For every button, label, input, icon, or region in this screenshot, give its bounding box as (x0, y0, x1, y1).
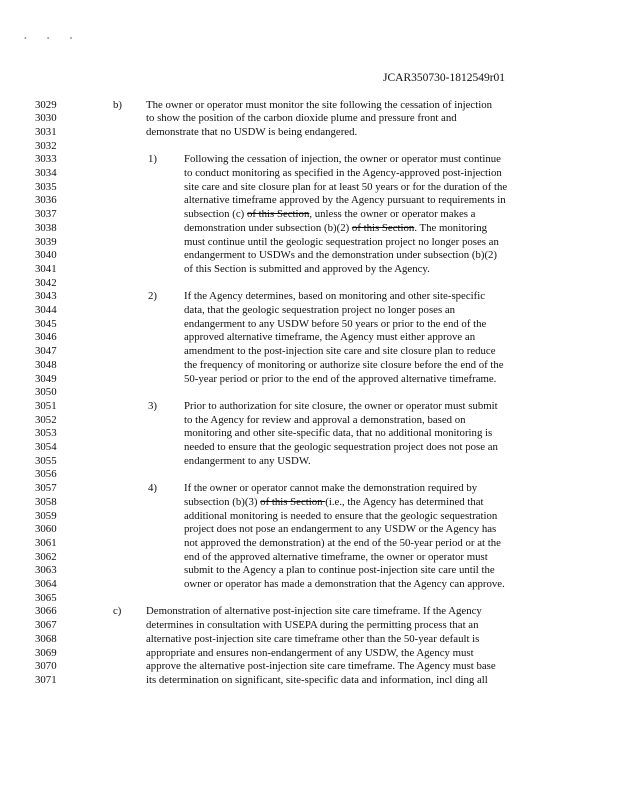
text-run: monitoring and other site-specific data, that no additional monitoring is (184, 427, 493, 440)
document-line (0, 647, 618, 660)
struck-text: of this Section (246, 208, 310, 221)
line-number: 3048 (35, 358, 57, 371)
line-number: 3039 (35, 235, 57, 248)
line-text (184, 208, 475, 221)
document-line (0, 455, 618, 468)
line-number: 3067 (35, 619, 57, 632)
line-text (184, 263, 430, 276)
line-text (184, 482, 477, 495)
subsection-label: 1) (148, 153, 157, 166)
text-run: subsection (b)(3) (184, 495, 261, 508)
text-run: Following the cessation of injection, the owner or operator must continue (184, 153, 501, 166)
line-text (184, 373, 496, 386)
line-number: 3064 (35, 578, 57, 590)
line-number: 3049 (35, 372, 57, 385)
line-number: 3055 (35, 454, 57, 467)
subsection-label: 2) (148, 290, 157, 303)
document-line (0, 578, 618, 591)
line-text (184, 510, 497, 523)
text-run: appropriate and ensures non-endangerment of any USDW, the Agency must (146, 646, 474, 659)
document-line (0, 222, 618, 235)
text-run: , unless the owner or operator makes a (309, 208, 476, 221)
line-number: 3047 (35, 345, 57, 358)
line-number: 3045 (35, 317, 57, 330)
line-text (184, 304, 455, 317)
text-run: endangerment to any USDW. (184, 454, 311, 467)
line-number: 3040 (35, 249, 57, 262)
subsection-label: 4) (148, 482, 157, 495)
text-run: alternative timeframe approved by the Agency pursuant to requirements in (184, 194, 506, 207)
text-run: not approved the demonstration) at the end of the 50-year period or at the (184, 536, 501, 549)
line-text (146, 674, 488, 687)
document-line (0, 181, 618, 194)
line-text (184, 167, 502, 180)
text-run: end of the approved alternative timeframe, the owner or operator must (184, 550, 488, 563)
document-line (0, 167, 618, 180)
line-number: 3065 (35, 591, 57, 604)
line-number: 3038 (35, 221, 57, 234)
line-text (146, 126, 357, 139)
line-number: 3030 (35, 112, 57, 125)
line-number: 3060 (35, 523, 57, 536)
text-run: to the Agency for review and approval a demonstration, based on (184, 413, 466, 426)
document-line (0, 564, 618, 577)
text-run: alternative post-injection site care timeframe other than the 50-year default is (146, 632, 480, 645)
document-line (0, 263, 618, 276)
document-line (0, 249, 618, 262)
document-line (0, 290, 618, 303)
document-line (0, 633, 618, 646)
subsection-label: b) (113, 98, 122, 111)
line-text (146, 112, 457, 125)
document-line (0, 112, 618, 125)
document-line (0, 468, 618, 481)
line-number: 3053 (35, 427, 57, 440)
subsection-label: c) (113, 605, 122, 618)
line-text (146, 99, 492, 112)
document-line (0, 373, 618, 386)
document-line (0, 277, 618, 290)
line-number: 3062 (35, 550, 57, 563)
text-run: to conduct monitoring as specified in the Agency-approved post-injection (184, 167, 502, 179)
line-text (146, 660, 496, 673)
line-number: 3068 (35, 632, 57, 645)
line-number: 3029 (35, 98, 57, 111)
line-number: 3070 (35, 660, 57, 673)
text-run: 50-year period or prior to the end of the approved alternative timeframe. (184, 372, 497, 385)
text-run: demonstration under subsection (b)(2) (184, 221, 352, 234)
line-number: 3032 (35, 139, 57, 152)
text-run: project does not pose an endangerment to any USDW or the Agency has (184, 523, 497, 536)
line-text (146, 633, 479, 646)
line-number: 3035 (35, 180, 57, 193)
text-run: endangerment to any USDW before 50 years or prior to the end of the (184, 317, 487, 330)
text-run: . The monitoring (414, 221, 487, 234)
line-number: 3052 (35, 413, 57, 426)
text-run: If the Agency determines, based on monitoring and other site-specific (184, 290, 486, 303)
struck-text: of this Section (351, 221, 415, 234)
line-text (184, 153, 501, 166)
line-text (184, 236, 499, 249)
document-line (0, 496, 618, 509)
document-line (0, 427, 618, 440)
text-run: (i.e., the Agency has determined that (325, 495, 484, 508)
line-number: 3061 (35, 536, 57, 549)
text-run: to show the position of the carbon dioxide plume and pressure front and (146, 112, 457, 125)
line-text (184, 194, 506, 207)
line-number: 3031 (35, 125, 57, 138)
document-line (0, 400, 618, 413)
text-run: subsection (c) (184, 208, 247, 221)
line-number: 3066 (35, 605, 57, 618)
line-number: 3058 (35, 495, 57, 508)
text-run: endangerment to USDWs and the demonstration under subsection (b)(2) (184, 249, 498, 262)
document-line (0, 386, 618, 399)
document-line (0, 318, 618, 331)
text-run: of this Section is submitted and approved by the Agency. (184, 262, 430, 275)
line-text (184, 578, 505, 591)
line-number: 3044 (35, 304, 57, 316)
document-line (0, 99, 618, 112)
text-run: If the owner or operator cannot make the demonstration required by (184, 482, 478, 495)
document-line (0, 592, 618, 605)
text-run: site care and site closure plan for at least 50 years or for the duration of the (184, 180, 508, 193)
scan-marks: • • • (24, 34, 82, 43)
document-line (0, 510, 618, 523)
line-text (184, 400, 498, 413)
document-line (0, 605, 618, 618)
line-number: 3041 (35, 262, 57, 275)
line-text (184, 359, 504, 372)
document-line (0, 619, 618, 632)
line-text (146, 647, 474, 660)
document-line (0, 140, 618, 153)
document-line (0, 414, 618, 427)
text-run: Prior to authorization for site closure, the owner or operator must submit (184, 399, 498, 412)
line-text (184, 427, 492, 440)
line-text (184, 551, 488, 564)
document-line (0, 482, 618, 495)
document-line (0, 194, 618, 207)
text-run: owner or operator has made a demonstration that the Agency can approve. (184, 578, 505, 590)
line-number: 3046 (35, 331, 57, 344)
text-run: its determination on significant, site-specific data and information, incl ding all (146, 673, 488, 686)
line-number: 3033 (35, 153, 57, 166)
line-number: 3036 (35, 194, 57, 207)
document-line (0, 345, 618, 358)
line-text (184, 537, 501, 550)
line-number: 3063 (35, 564, 57, 577)
text-run: Demonstration of alternative post-injection site care timeframe. If the Agency (146, 605, 482, 618)
line-text (184, 455, 311, 468)
line-number: 3034 (35, 167, 57, 179)
line-number: 3056 (35, 468, 57, 481)
document-line (0, 441, 618, 454)
line-number: 3069 (35, 646, 57, 659)
line-text (184, 181, 507, 194)
text-run: needed to ensure that the geologic sequestration project does not pose an (184, 441, 498, 453)
line-number: 3054 (35, 441, 57, 453)
line-number: 3057 (35, 482, 57, 495)
line-text (184, 290, 485, 303)
line-text (184, 331, 475, 344)
struck-text: of this Section (260, 495, 326, 508)
subsection-label: 3) (148, 399, 157, 412)
document-line (0, 208, 618, 221)
line-number: 3059 (35, 509, 57, 522)
document-line (0, 331, 618, 344)
text-run: must continue until the geologic sequestration project no longer poses an (184, 235, 499, 248)
text-run: approved alternative timeframe, the Agency must either approve an (184, 331, 476, 344)
line-text (184, 496, 484, 509)
line-text (184, 441, 498, 454)
line-text (184, 345, 496, 358)
line-text (184, 222, 487, 235)
text-run: amendment to the post-injection site care and site closure plan to reduce (184, 345, 496, 358)
document-line (0, 236, 618, 249)
line-number: 3037 (35, 208, 57, 221)
document-line (0, 153, 618, 166)
line-text (146, 619, 478, 632)
text-run: approve the alternative post-injection site care timeframe. The Agency must base (146, 660, 496, 673)
line-text (184, 564, 495, 577)
line-text (184, 249, 497, 262)
line-text (184, 318, 486, 331)
line-number: 3050 (35, 386, 57, 399)
document-line (0, 674, 618, 687)
text-run: submit to the Agency a plan to continue post-injection site care until the (184, 564, 495, 577)
text-run: additional monitoring is needed to ensure that the geologic sequestration (184, 509, 498, 522)
document-line (0, 551, 618, 564)
line-number: 3051 (35, 399, 57, 412)
text-run: the frequency of monitoring or authorize site closure before the end of the (184, 358, 504, 371)
document-line (0, 304, 618, 317)
document-line (0, 660, 618, 673)
line-number: 3043 (35, 290, 57, 303)
line-text (184, 523, 496, 536)
document-line (0, 523, 618, 536)
text-run: The owner or operator must monitor the site following the cessation of injection (146, 98, 493, 111)
text-run: determines in consultation with USEPA during the permitting process that an (146, 619, 479, 632)
line-number: 3071 (35, 673, 57, 686)
document-line (0, 126, 618, 139)
text-run: data, that the geologic sequestration project no longer poses an (184, 304, 456, 316)
line-number: 3042 (35, 276, 57, 289)
document-line (0, 359, 618, 372)
text-run: demonstrate that no USDW is being endangered. (146, 125, 358, 138)
line-text (146, 605, 482, 618)
document-id: JCAR350730-1812549r01 (383, 72, 506, 84)
document-line (0, 537, 618, 550)
line-text (184, 414, 466, 427)
